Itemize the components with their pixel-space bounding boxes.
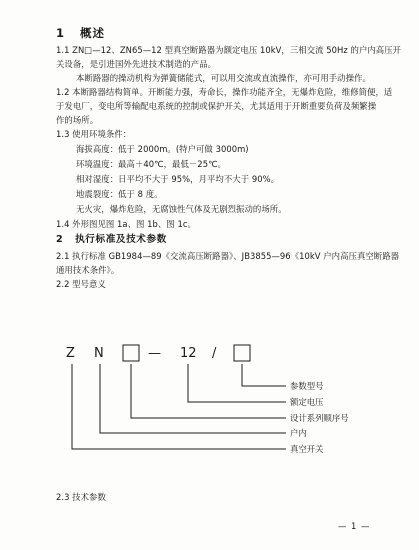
para-1-2-line-2: 于发电厂，变电所等输配电系统的控制或保护开关，尤其适用于开断重要负荷及频繁操 bbox=[56, 101, 377, 111]
model-char-n: N bbox=[94, 346, 104, 361]
condition-environment: 无火灾，爆炸危险，无腐蚀性气体及无剧烈振动的场所。 bbox=[76, 204, 287, 214]
para-2-1-line-2: 通用技术条件》。 bbox=[56, 265, 120, 275]
para-1-1-line-1: 1.1 ZN□—12、ZN65—12 型真空断路器为额定电压 10kV，三相交流 50Hz 的户内高压开 bbox=[56, 45, 402, 55]
model-slash: / bbox=[212, 346, 217, 361]
leader-param-code bbox=[242, 364, 286, 386]
para-1-4: 1.4 外形图见图 1a、图 1b、图 1c。 bbox=[56, 219, 196, 229]
leader-design-series bbox=[131, 364, 286, 418]
label-design-series: 设计系列顺序号 bbox=[290, 413, 349, 423]
para-1-2-line-3: 作的场所。 bbox=[56, 115, 99, 125]
label-rated-voltage: 额定电压 bbox=[290, 397, 324, 407]
section-1-title: 概述 bbox=[80, 26, 106, 40]
para-1-1-line-3: 本断路器的操动机构为弹簧储能式，可以用交流或直流操作，亦可用手动操作。 bbox=[76, 73, 371, 83]
section-1-number: 1 bbox=[56, 26, 66, 40]
label-param-code: 参数型号 bbox=[290, 381, 324, 391]
param-code-box bbox=[234, 345, 250, 361]
para-1-2-line-1: 1.2 本断路器结构简单。开断能力强，寿命长，操作功能齐全，无爆炸危险，维修简便，适 bbox=[56, 87, 393, 97]
condition-earthquake: 地震裂度：低于 8 度。 bbox=[76, 189, 163, 199]
condition-temperature: 环境温度：最高＋40℃，最低－25℃。 bbox=[76, 159, 226, 169]
leader-indoor bbox=[100, 364, 286, 433]
para-2-2-title: 2.2 型号意义 bbox=[56, 279, 106, 289]
condition-humidity: 相对湿度：日平均不大于 95%，月平均不大于 90%。 bbox=[76, 174, 280, 184]
label-vacuum-switch: 真空开关 bbox=[290, 444, 324, 454]
section-2-number: 2 bbox=[56, 234, 64, 245]
label-indoor: 户内 bbox=[290, 428, 307, 438]
leader-rated-voltage bbox=[188, 364, 286, 402]
series-code-box bbox=[123, 345, 139, 361]
para-1-3-title: 1.3 使用环境条件： bbox=[56, 129, 132, 139]
model-char-z: Z bbox=[66, 346, 75, 361]
section-2-title: 执行标准及技术参数 bbox=[75, 234, 167, 245]
condition-altitude: 海拔高度：低于 2000m。(特户可做 3000m) bbox=[76, 144, 249, 154]
para-2-1-line-1: 2.1 执行标准 GB1984—89《交流高压断路器》、JB3855—96《10kV 户内高压真空断路器 bbox=[56, 251, 400, 261]
leader-vacuum-switch bbox=[72, 364, 286, 449]
para-1-1-line-2: 关设备，是引进国外先进技术制造的产品。 bbox=[56, 59, 217, 69]
para-2-3-title: 2.3 技术参数 bbox=[56, 492, 106, 502]
model-dash: — bbox=[148, 346, 161, 361]
page-number: — 1 — bbox=[338, 521, 371, 531]
model-rated-12: 12 bbox=[180, 346, 197, 361]
